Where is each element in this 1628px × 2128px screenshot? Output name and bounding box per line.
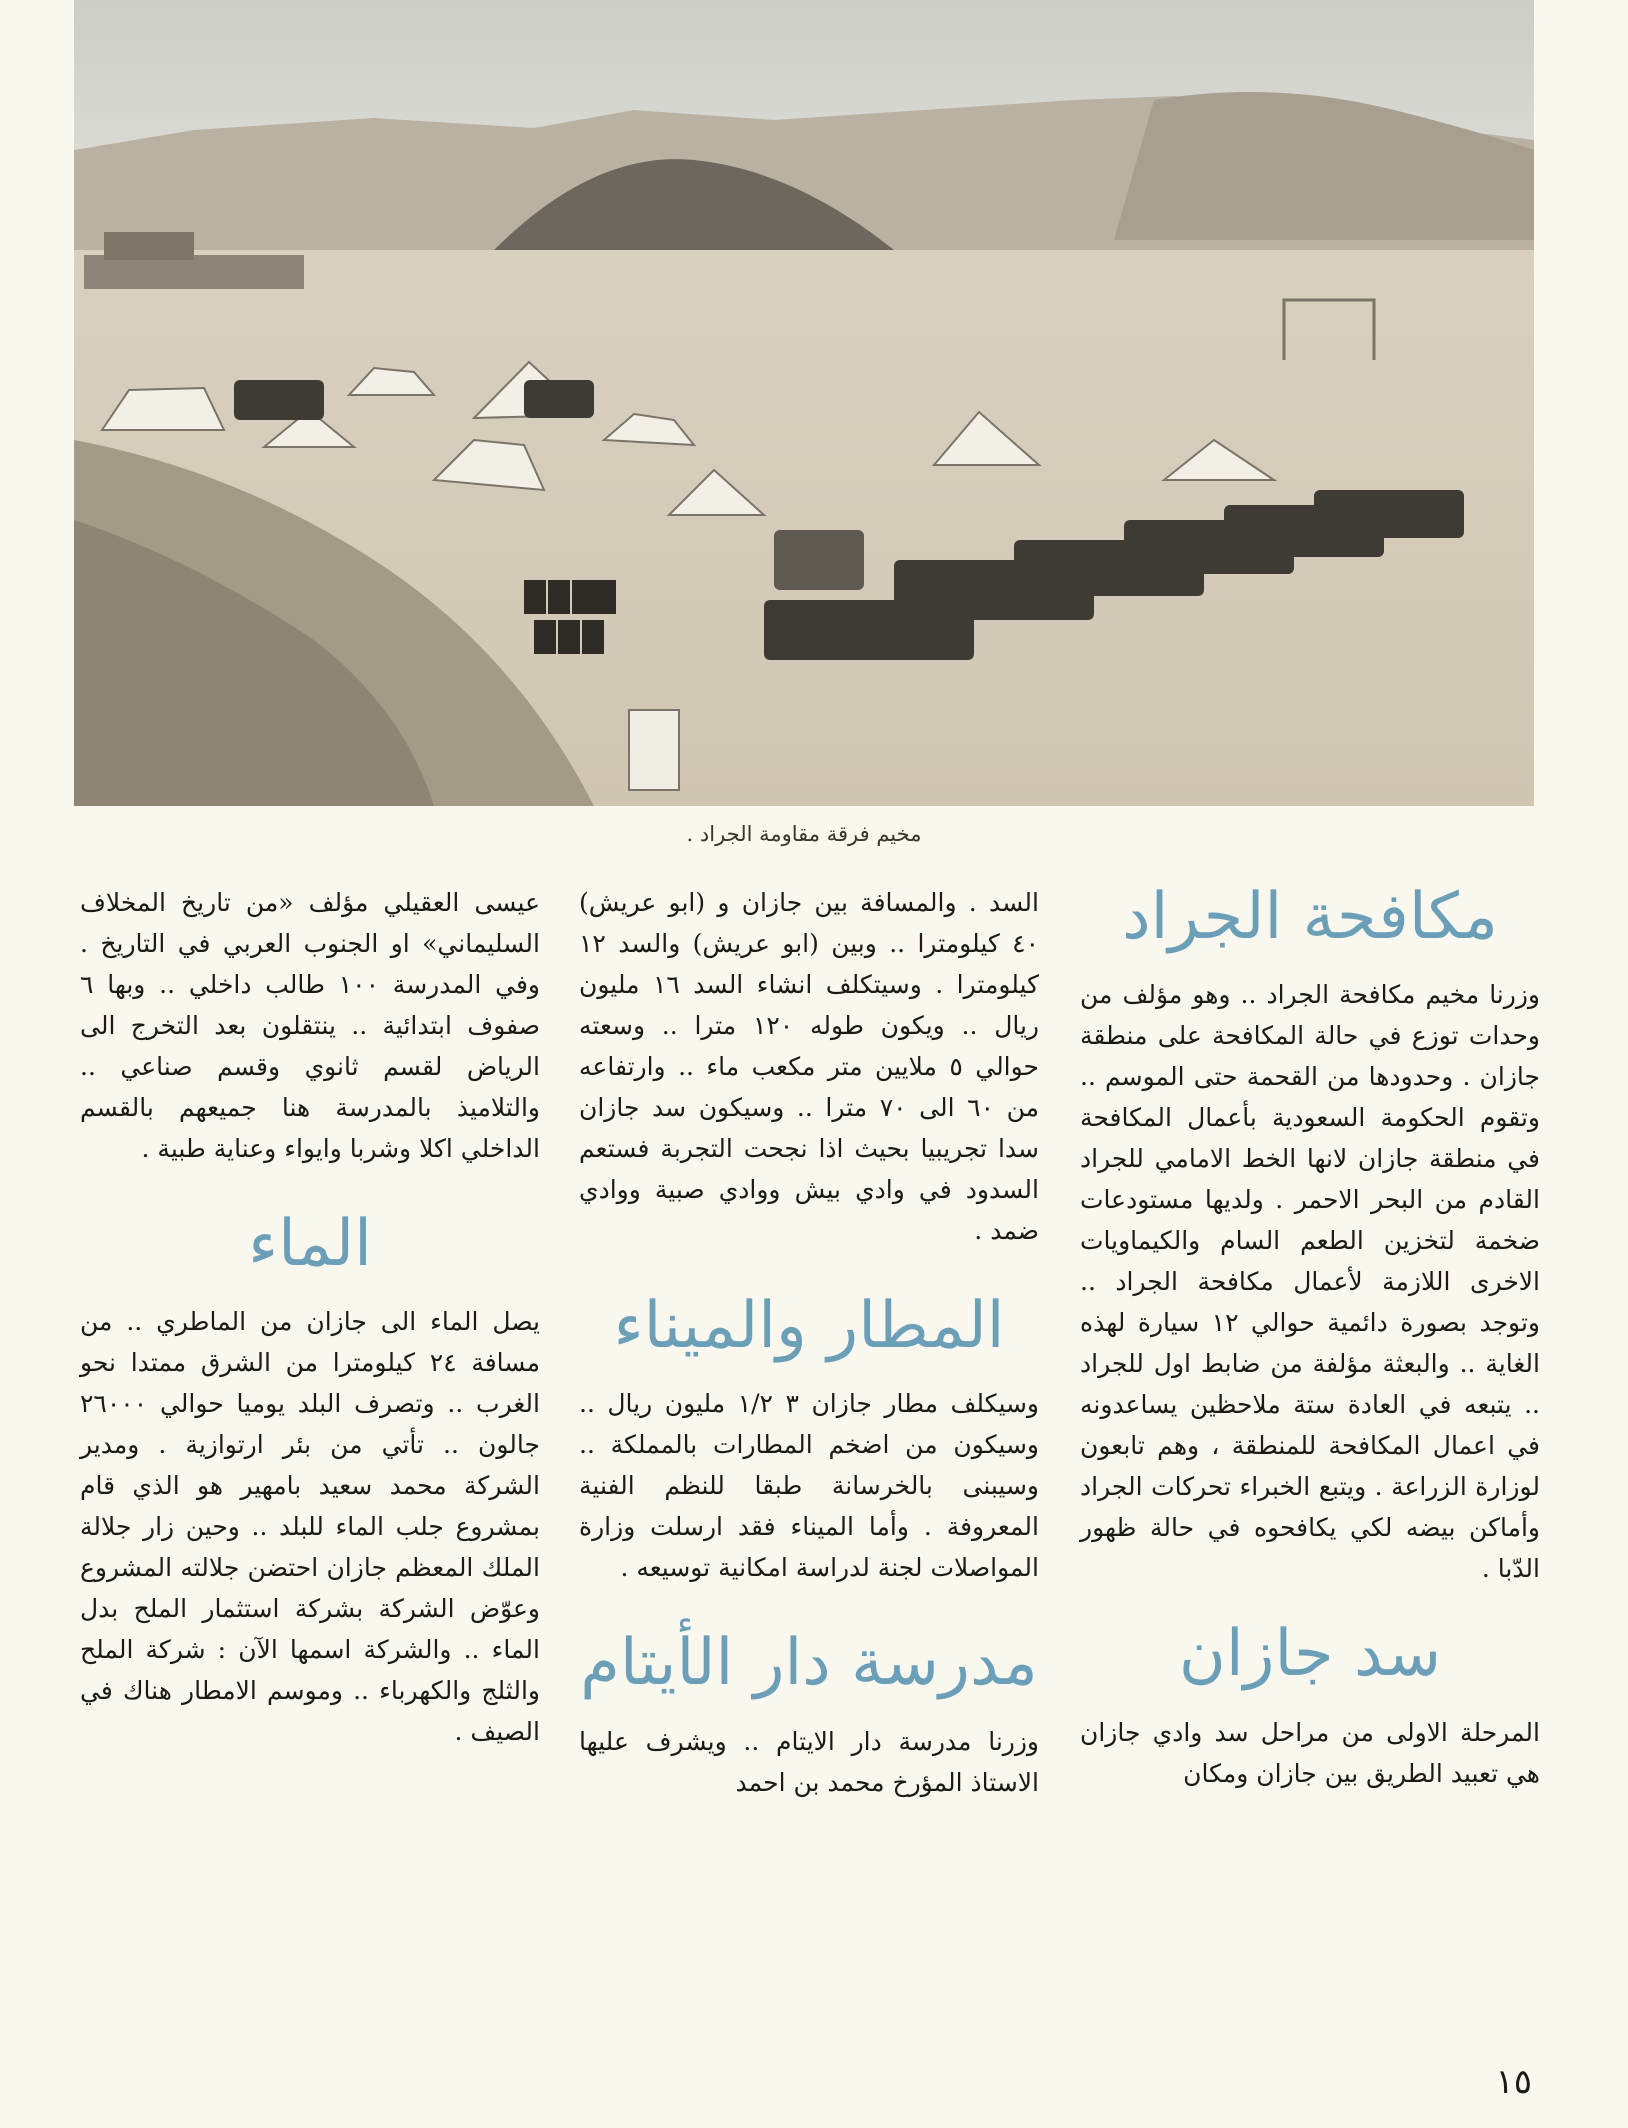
- paragraph-dam-details: السد . والمسافة بين جازان و (ابو عريش) ٤٠ كيلومترا .. وبين (ابو عريش) والسد ١٢ كيلومترا . وسيتكلف انشاء السد ١٦ مليون ريال .. ويكون طوله ١٢٠ مترا .. وسعته حوالي ٥ ملايين متر مكعب ماء .. وارتفاعه من ٦٠ الى ٧٠ مترا .. وسيكون سد جازان سدا تجريبيا بحيث اذا نجحت التجربة فستعم السدود في وادي بيش ووادي صبية ووادي ضمد .: [579, 888, 1040, 1245]
- heading-jazan-dam: سد جازان: [1178, 1617, 1442, 1692]
- heading-water: الماء: [248, 1207, 372, 1281]
- column-right: [1080, 882, 1540, 2008]
- paragraph-school-details: عيسى العقيلي مؤلف «من تاريخ المخلاف السليماني» او الجنوب العربي في التاريخ . وفي المدرسة ١٠٠ طالب داخلي .. وبها ٦ صفوف ابتدائية .. ينتقلون بعد التخرج الى الرياض لقسم ثانوي وقسم صناعي .. والتلاميذ بالمدرسة هنا جميعهم بالقسم الداخلي اكلا وشربا وايواء وعناية طبية .: [80, 888, 540, 1163]
- camp-photo-illustration: [74, 0, 1534, 806]
- camp-photo: [74, 0, 1534, 806]
- heading-locust-control: مكافحة الجراد: [1122, 880, 1498, 954]
- paragraph-locust-camp: وزرنا مخيم مكافحة الجراد .. وهو مؤلف من وحدات توزع في حالة المكافحة على منطقة جازان . وحدودها من القحمة حتى الموسم .. وتقوم الحكومة السعودية بأعمال المكافحة في منطقة جازان لانها الخط الامامي للجراد القادم من البحر الاحمر . ولديها مستودعات ضخمة لتخزين الطعم السام والكيماويات الاخرى اللازمة لأعمال مكافحة الجراد .. وتوجد بصورة دائمية حوالي ١٢ سيارة لهذه الغاية .. والبعثة مؤلفة من ضابط اول للجراد .. يتبعه في العادة ستة ملاحظين يساعدونه في اعمال المكافحة للمنطقة ، وهم تابعون لوزارة الزراعة . ويتبع الخبراء تحركات الجراد وأماكن بيضه لكي يكافحوه في حالة ظهور الدّبا .: [1080, 980, 1540, 1584]
- page-number: ١٥: [1495, 2062, 1532, 2102]
- column-middle: [579, 882, 1039, 2008]
- photo-caption: مخيم فرقة مقاومة الجراد .: [686, 822, 922, 846]
- paragraph-water: يصل الماء الى جازان من الماطري .. من مسافة ٢٤ كيلومترا من الشرق ممتدا نحو الغرب .. وتصرف البلد يوميا حوالي ٢٦٠٠٠ جالون .. تأتي من بئر ارتوازية . ومدير الشركة محمد سعيد بامهير هو الذي قام بمشروع جلب الماء للبلد .. وحين زار جلالة الملك المعظم جازان احتضن جلالته المشروع وعوّض الشركة بشركة استثمار الملح بدل الماء .. والشركة اسمها الآن : شركة الملح والثلج والكهرباء .. وموسم الامطار هناك في الصيف .: [80, 1307, 540, 1747]
- paragraph-orphan-school: وزرنا مدرسة دار الايتام .. ويشرف عليها الاستاذ المؤرخ محمد بن احمد: [579, 1726, 1039, 1797]
- column-left: [80, 882, 540, 2008]
- paragraph-dam-start: المرحلة الاولى من مراحل سد وادي جازان هي تعبيد الطريق بين جازان ومكان: [1080, 1717, 1540, 1788]
- heading-orphan-school: مدرسة دار الأيتام: [580, 1626, 1038, 1701]
- paragraph-airport: وسيكلف مطار جازان ٣ ١/٢ مليون ريال .. وسيكون من اضخم المطارات بالمملكة .. وسيبنى بالخرسانة طبقا للنظم الفنية المعروفة . وأما الميناء فقد ارسلت وزارة المواصلات لجنة لدراسة امكانية توسيعه .: [579, 1389, 1040, 1583]
- heading-airport-port: المطار والميناء: [613, 1289, 1005, 1363]
